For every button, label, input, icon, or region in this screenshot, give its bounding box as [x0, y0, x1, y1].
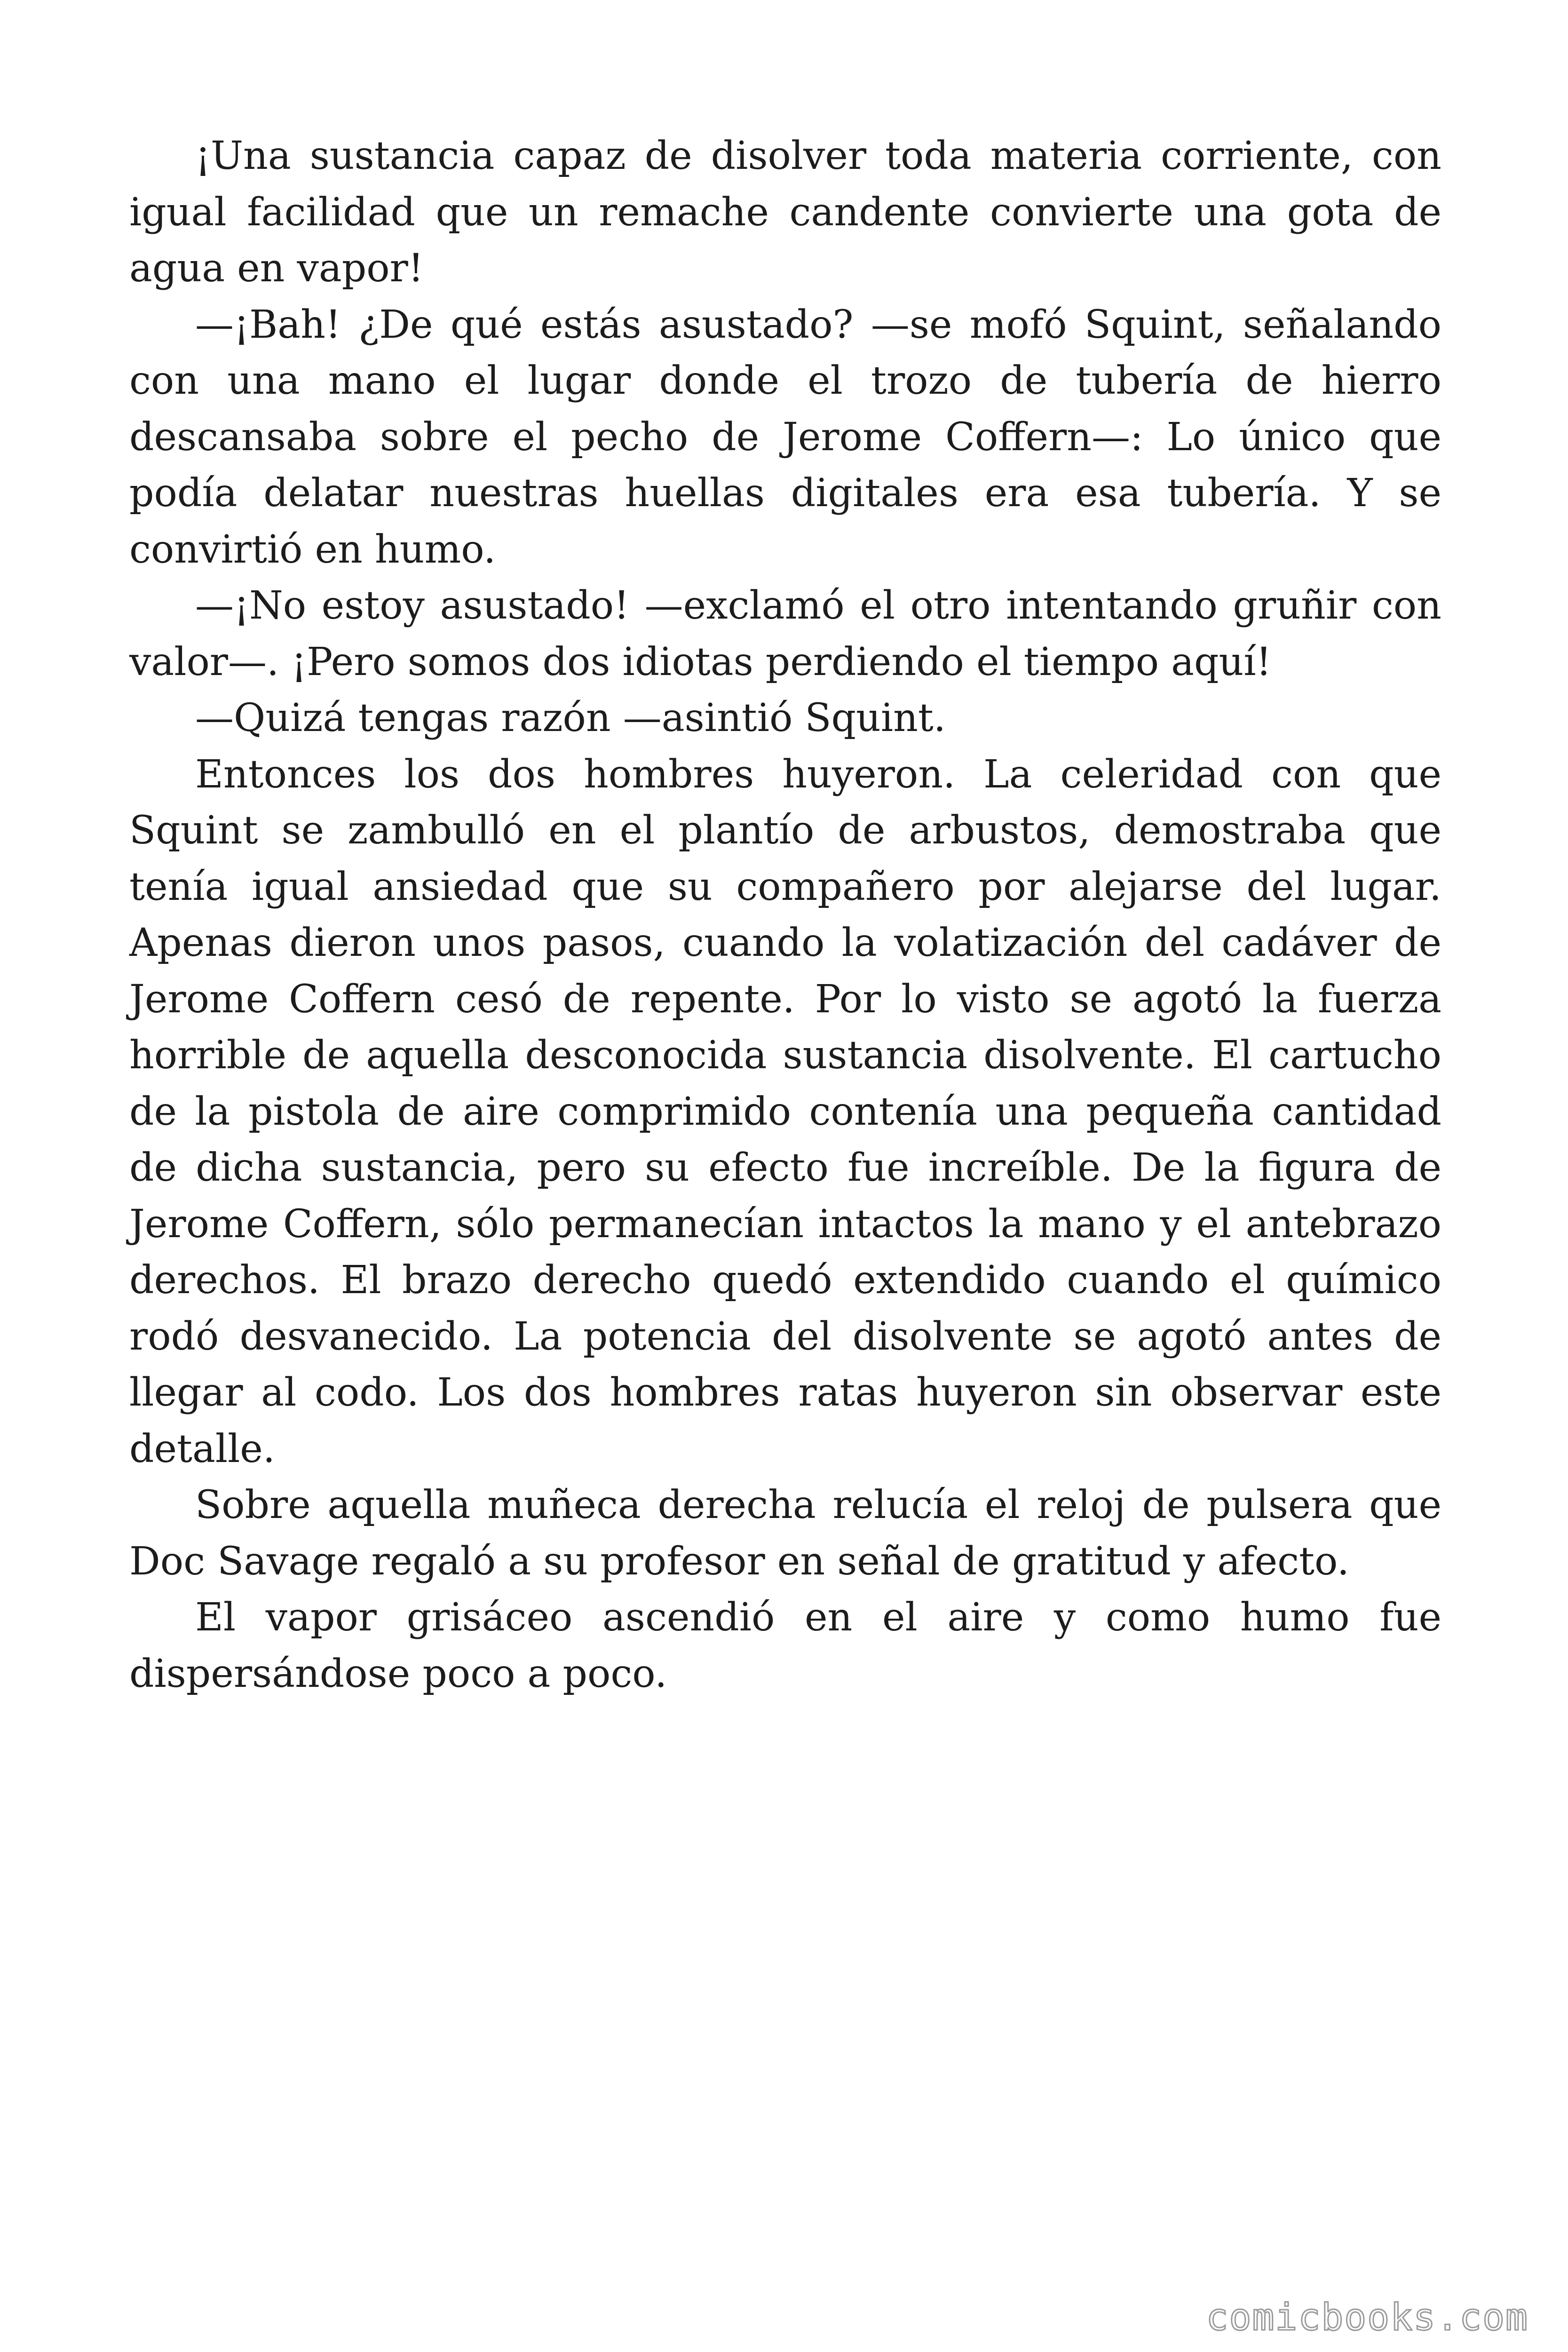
- paragraph-1: ¡Una sustancia capaz de disolver toda materia corriente, con igual facilidad que un remache candente convierte una gota de agua en vapor!: [129, 134, 1441, 291]
- paragraph-3: —¡No estoy asustado! —exclamó el otro intentando gruñir con valor—. ¡Pero somos dos idiotas perdiendo el tiempo aquí!: [129, 583, 1441, 684]
- paragraph-5: Entonces los dos hombres huyeron. La celeridad con que Squint se zambulló en el plantío de arbustos, demostraba que tenía igual ansiedad que su compañero por alejarse del lugar. Apenas dieron unos pasos, cuando la volatización del cadáver de Jerome Coffern cesó de repente. Por lo visto se agotó la fuerza horrible de aquella desconocida sustancia disolvente. El cartucho de la pistola de aire comprimido contenía una pequeña cantidad de dicha sustancia, pero su efecto fue increíble. De la figura de Jerome Coffern, sólo permanecían intactos la mano y el antebrazo derechos. El brazo derecho quedó extendido cuando el químico rodó desvanecido. La potencia del disolvente se agotó antes de llegar al codo. Los dos hombres ratas huyeron sin observar este detalle.: [129, 752, 1441, 1471]
- watermark: comicbooks.com: [1206, 2296, 1528, 2339]
- paragraph-2: —¡Bah! ¿De qué estás asustado? —se mofó Squint, señalando con una mano el lugar donde el trozo de tubería de hierro descansaba sobre el pecho de Jerome Coffern—: Lo único que podía delatar nuestras huellas digitales era esa tubería. Y se convirtió en humo.: [129, 302, 1441, 572]
- paragraph-4: —Quizá tengas razón —asintió Squint.: [195, 696, 946, 740]
- paragraph-6: Sobre aquella muñeca derecha relucía el reloj de pulsera que Doc Savage regaló a su profesor en señal de gratitud y afecto.: [129, 1483, 1441, 1584]
- text-body: [129, 128, 1441, 1702]
- paragraph-7: El vapor grisáceo ascendió en el aire y como humo fue dispersándose poco a poco.: [129, 1595, 1441, 1696]
